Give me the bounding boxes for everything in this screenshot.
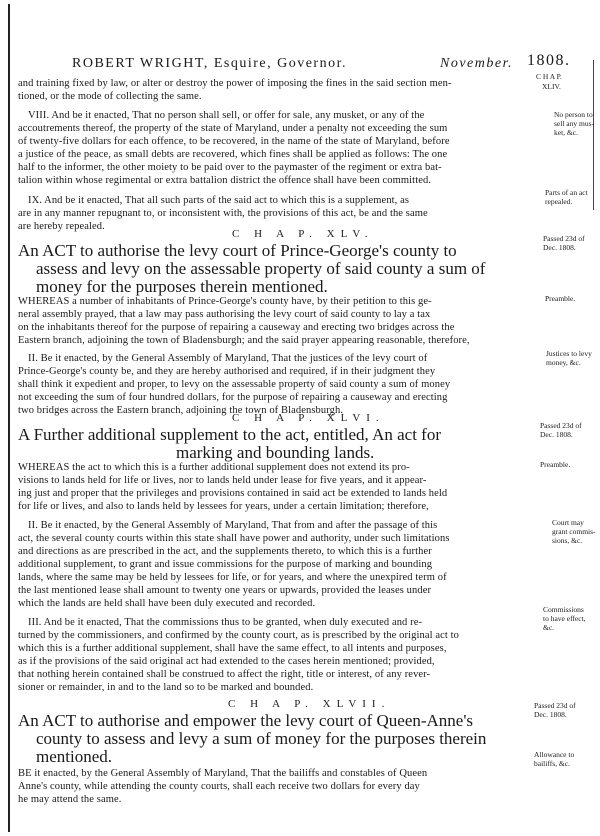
act-title: assess and levy on the assessable property of said county a sum of [36, 259, 486, 278]
margin-note: sell any mus- [554, 119, 594, 128]
text-line: the last mentioned lease shall amount to twenty one years or upwards, provided the leases under [18, 585, 432, 596]
text-line: as if the provisions of the said original act had extended to the cases herein mentioned; provided, [18, 656, 435, 667]
margin-note: to have effect, [543, 614, 586, 623]
margin-note: Justices to levy [546, 349, 592, 358]
text-line: on the inhabitants thereof for the purpose of repairing a causeway and erecting two bridges across the [18, 322, 455, 333]
margin-note: Passed 23d of [543, 234, 585, 243]
act-title: An ACT to authorise the levy court of Prince-George's county to [18, 241, 457, 260]
text-line: and directions as are prescribed in the act, and the supplements thereto, to which this is a further [18, 546, 432, 557]
text-line: Anne's county, while attending the county courts, shall each receive two dollars for every day [18, 781, 420, 792]
act-title: mentioned. [36, 747, 113, 766]
margin-note: XLIV. [542, 82, 561, 91]
text-line: neral assembly prayed, that a law may pass authorising the levy court of said county to lay a tax [18, 309, 431, 320]
text-line: visions to lands held for life or lives, nor to lands held under lease for five years, and it appear- [18, 475, 427, 486]
text-line: act, the several county courts within this state shall have power and authority, under such limitations [18, 533, 450, 544]
text-line: of twenty-five dollars for each offence, to be recovered, in the name of the state of Maryland, before [18, 136, 450, 147]
margin-note: repealed. [545, 197, 573, 206]
act-title: An ACT to authorise and empower the levy court of Queen-Anne's [18, 711, 474, 730]
running-month: November. [440, 56, 513, 71]
margin-note: No person to [554, 110, 593, 119]
margin-note: C H A P. [536, 72, 562, 81]
preamble: WHEREAS a number of inhabitants of Prince-George's county have, by their petition to this ge- [18, 296, 432, 307]
margin-note: Parts of an act [545, 188, 588, 197]
text-line: additional supplement, to grant and issue commissions for the purpose of marking and bounding [18, 559, 433, 570]
margin-note: grant commis- [552, 527, 596, 536]
running-year: 1808. [527, 52, 571, 69]
text-line: Eastern branch, adjoining the town of Bladensburgh; and the said prayer appearing reasonable, therefore, [18, 335, 470, 346]
margin-note: ket, &c. [554, 128, 578, 137]
running-title: ROBERT WRIGHT, Esquire, Governor. [72, 56, 347, 71]
text-line: two bridges across the Eastern branch, adjoining the town of Bladensburgh. [18, 405, 344, 416]
text-line: which this is a further additional supplement, shall have the same effect, to all intents and purposes, [18, 643, 447, 654]
margin-note: Passed 23d of [540, 421, 582, 430]
enacting-clause: BE it enacted, by the General Assembly of Maryland, That the bailiffs and constables of Queen [18, 768, 428, 779]
margin-note: Court may [552, 518, 584, 527]
margin-note: &c. [543, 623, 555, 632]
text-line: he may attend the same. [18, 794, 122, 805]
margin-note: Commissions [543, 605, 584, 614]
text-line: turned by the commissioners, and confirmed by the county court, as is prescribed by the original act to [18, 630, 459, 641]
text-line: half to the informer, the other moiety to be paid over to the paymaster of the regiment or extra bat- [18, 162, 442, 173]
chapter-heading-xlvii: C H A P. XLVII. [228, 698, 391, 710]
margin-note: sions, &c. [552, 536, 583, 545]
text-line: which the lands are held shall have been duly executed and recorded. [18, 598, 316, 609]
section-viii: VIII. And be it enacted, That no person shall sell, or offer for sale, any musket, or any of the [28, 110, 425, 121]
text-line: that nothing herein contained shall be construed to affect the right, title or interest, of any rever- [18, 669, 431, 680]
text-line: talion within whose regimental or extra battalion district the offence shall have been committed. [18, 175, 432, 186]
section-ix: IX. And be it enacted, That all such parts of the said act to which this is a supplement, as [28, 195, 410, 206]
page-left-edge [8, 4, 10, 832]
margin-note: Dec. 1808. [534, 710, 567, 719]
preamble: WHEREAS the act to which this is a further additional supplement does not extend its pro- [18, 462, 410, 473]
page-right-edge [593, 60, 594, 210]
text-line: for life or lives, and also to lands held by lessees for years, under a certain limitation; therefore, [18, 501, 429, 512]
margin-note: money, &c. [546, 358, 581, 367]
text-line: and training fixed by law, or alter or destroy the power of imposing the fines in the said section men- [18, 78, 452, 89]
margin-note: bailiffs, &c. [534, 759, 570, 768]
text-line: accoutrements thereof, the property of the state of Maryland, under a penalty not exceeding the sum [18, 123, 448, 134]
text-line: ing just and proper that the privileges and provisions contained in said act be extended to lands held [18, 488, 448, 499]
act-title: A Further additional supplement to the act, entitled, An act for [18, 425, 442, 444]
chapter-heading-xlv: C H A P. XLV. [232, 228, 374, 240]
text-line: tioned, or the mode of collecting the same. [18, 91, 202, 102]
text-line: sioner or remainder, in and to the land so to be marked and bounded. [18, 682, 314, 693]
section-ii: II. Be it enacted, by the General Assembly of Maryland, That the justices of the levy court of [28, 353, 428, 364]
text-line: not exceeding the sum of four hundred dollars, for the purpose of repairing a causeway and erecting [18, 392, 448, 403]
text-line: are in any manner repugnant to, or inconsistent with, the provisions of this act, be and the same [18, 208, 428, 219]
text-line: are hereby repealed. [18, 221, 105, 232]
margin-note: Passed 23d of [534, 701, 576, 710]
text-line: shall think it expedient and proper, to levy on the assessable property of said county a sum of money [18, 379, 451, 390]
text-line: a justice of the peace, as small debts are recovered, which fines shall be applied as follows: The one [18, 149, 448, 160]
act-title: county to assess and levy a sum of money for the purposes therein [36, 729, 487, 748]
text-line: lands, where the same may be held by lessees for life, or for years, and where the unexpired term of [18, 572, 447, 583]
section-ii: II. Be it enacted, by the General Assembly of Maryland, That from and after the passage of this [28, 520, 438, 531]
margin-note: Allowance to [534, 750, 575, 759]
section-iii: III. And be it enacted, That the commissions thus to be granted, when duly executed and re- [28, 617, 423, 628]
margin-note: Preamble. [545, 294, 576, 303]
margin-note: Preamble. [540, 460, 571, 469]
margin-note: Dec. 1808. [543, 243, 576, 252]
chapter-heading-xlvi: C H A P. XLVI. [232, 412, 385, 424]
margin-note: Dec. 1808. [540, 430, 573, 439]
act-title: marking and bounding lands. [176, 443, 375, 462]
act-title: money for the purposes therein mentioned. [36, 277, 328, 296]
text-line: Prince-George's county be, and they are hereby authorised and required, if in their judgment they [18, 366, 436, 377]
